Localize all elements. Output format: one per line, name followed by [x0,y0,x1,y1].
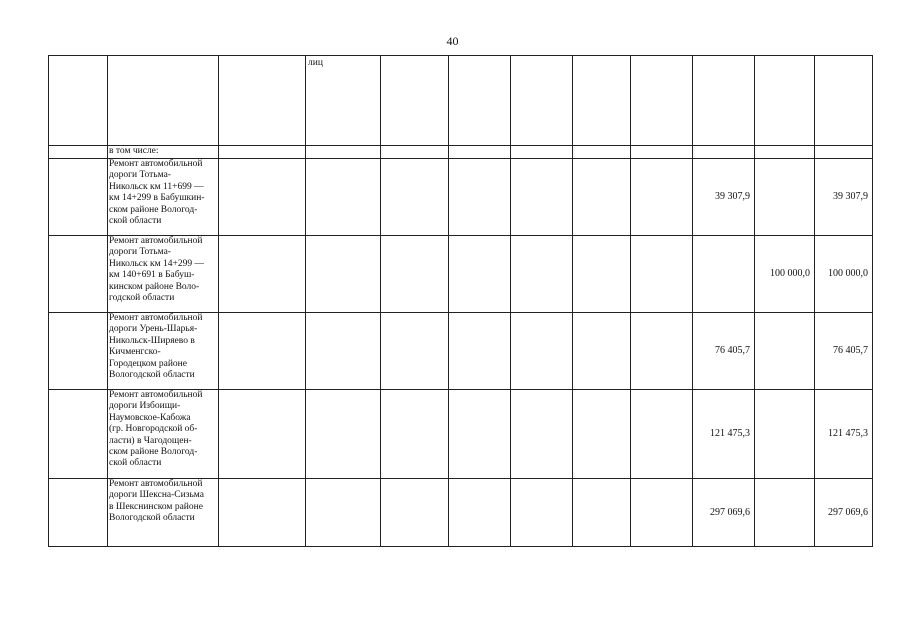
header-cell [511,56,573,146]
table-cell [219,313,306,390]
table-cell [219,146,306,159]
amount-cell [755,159,815,236]
table-cell [381,159,449,236]
total-cell: 39 307,9 [815,159,873,236]
header-cell-lits: лиц [306,56,381,146]
table-cell [631,479,693,547]
header-cell [219,56,306,146]
table-cell [306,313,381,390]
amount-cell: 76 405,7 [693,313,755,390]
table-cell [573,390,631,479]
table-cell [511,159,573,236]
table-cell [631,313,693,390]
table-cell [631,236,693,313]
table-cell [573,313,631,390]
table-cell [511,390,573,479]
table-cell [381,479,449,547]
total-cell: 100 000,0 [815,236,873,313]
table-cell [815,146,873,159]
table-cell [306,390,381,479]
header-cell [755,56,815,146]
table-cell [631,390,693,479]
table-row [49,236,873,313]
amount-cell [755,313,815,390]
header-cell [49,56,108,146]
amount-cell: 39 307,9 [693,159,755,236]
header-cell [693,56,755,146]
table-cell [381,146,449,159]
table-cell [219,390,306,479]
table-cell [449,390,511,479]
table-cell [511,146,573,159]
row-description: Ремонт автомобильной дороги Тотьма- Никольск км 14+299 — км 140+691 в Бабуш- кинском районе Воло- годской области [108,236,219,313]
table-cell [49,236,108,313]
budget-table [48,55,873,547]
table-cell [306,236,381,313]
table-cell [49,159,108,236]
table-cell [631,159,693,236]
amount-cell: 297 069,6 [693,479,755,547]
row-description: Ремонт автомобильной дороги Избоищи- Наумовское-Кабожа (гр. Новгородской об- ласти) в Чагодощен- ском районе Вологод- ской области [108,390,219,479]
table-cell [631,146,693,159]
table-cell [49,390,108,479]
table-cell [49,146,108,159]
amount-cell [755,390,815,479]
table-row [49,479,873,547]
table-cell [449,479,511,547]
row-description: Ремонт автомобильной дороги Шексна-Сизьма в Шекснинском районе Вологодской области [108,479,219,547]
total-cell: 76 405,7 [815,313,873,390]
subheader-label: в том числе: [108,146,219,159]
table-cell [306,146,381,159]
page-number: 40 [446,34,459,48]
table-cell [49,313,108,390]
table-cell [755,146,815,159]
row-description: Ремонт автомобильной дороги Урень-Шарья- Никольск-Ширяево в Кичменгско- Городецком районе Вологодской области [108,313,219,390]
table-cell [219,236,306,313]
table-cell [219,479,306,547]
amount-cell: 121 475,3 [693,390,755,479]
table-cell [573,146,631,159]
header-cell [631,56,693,146]
table-cell [49,479,108,547]
table-cell [573,159,631,236]
header-cell [573,56,631,146]
table-row [49,390,873,479]
table-cell [306,479,381,547]
header-cell [815,56,873,146]
table-cell [449,146,511,159]
table-row [49,313,873,390]
table-cell [693,146,755,159]
amount-cell: 100 000,0 [755,236,815,313]
table-cell [511,313,573,390]
total-cell: 121 475,3 [815,390,873,479]
subheader-row [49,146,873,159]
table-cell [381,313,449,390]
amount-cell [693,236,755,313]
header-cell [449,56,511,146]
table-cell [306,159,381,236]
table-cell [511,236,573,313]
row-description: Ремонт автомобильной дороги Тотьма- Никольск км 11+699 — км 14+299 в Бабушкин- ском районе Вологод- ской области [108,159,219,236]
table-cell [573,236,631,313]
table-cell [219,159,306,236]
header-row [49,56,873,146]
table-row [49,159,873,236]
table-cell [573,479,631,547]
table-cell [511,479,573,547]
header-cell [381,56,449,146]
table-cell [381,236,449,313]
table-cell [449,236,511,313]
table-cell [449,313,511,390]
table-cell [381,390,449,479]
amount-cell [755,479,815,547]
header-cell [108,56,219,146]
total-cell: 297 069,6 [815,479,873,547]
table-cell [449,159,511,236]
